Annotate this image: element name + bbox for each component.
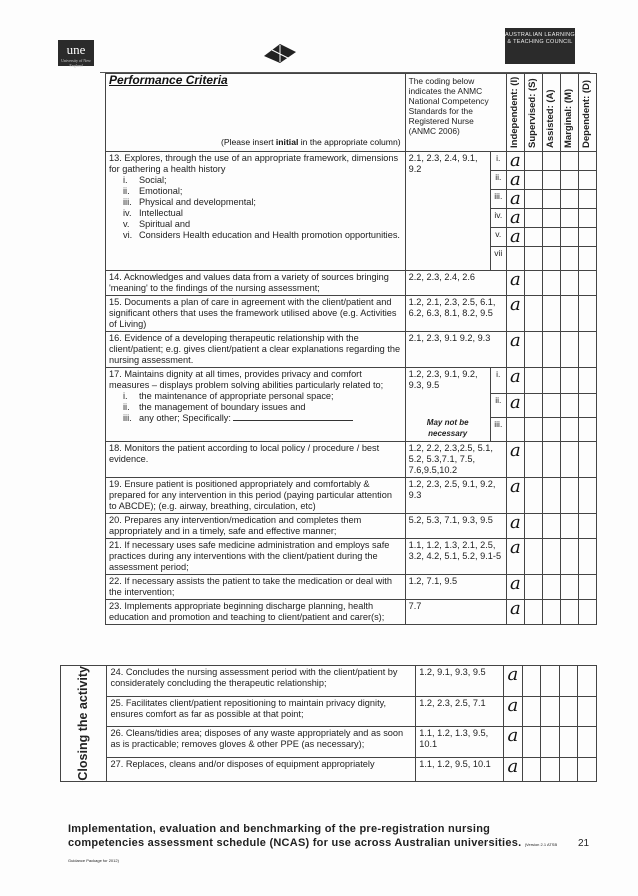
criterion-text: 24. Concludes the nursing assessment period with the client/patient by considerately concluding the therapeutic relationship; (107, 666, 416, 697)
criterion-text: 13. Explores, through the use of an appropriate framework, dimensions for gathering a health history i. Social; ii. Emotional; iii. Physical and developmental; iv. Intellectual v. Spiritual and vi. Considers Health education and Health promotion opportunities. (106, 152, 406, 271)
rating-cell-assisted[interactable] (542, 152, 560, 171)
rating-cell-assisted[interactable] (542, 296, 560, 332)
rating-cell-marginal[interactable] (560, 247, 578, 271)
criteria-header (106, 74, 406, 152)
criterion-text: 20. Prepares any intervention/medication and completes them appropriately and in a timely, safe and effective manner; (106, 514, 406, 539)
codes-cell: 2.2, 2.3, 2.4, 2.6 (405, 271, 506, 296)
codes-cell: 1.2, 7.1, 9.5 (405, 575, 506, 600)
rating-cell-marginal[interactable] (560, 575, 578, 600)
criterion-text: 15. Documents a plan of care in agreement with the client/patient and significant others that uses the framework utilised above (e.g. Activities of Living) (106, 296, 406, 332)
rating-cell-independent[interactable]: a (506, 394, 524, 418)
rating-cell-supervised[interactable] (524, 171, 542, 190)
codes-cell: 2.1, 2.3, 9.1 9.2, 9.3 (405, 332, 506, 368)
closing-section-label: Closing the activity (61, 666, 107, 782)
sub-item-label: ii. (490, 394, 506, 418)
table-row (61, 696, 597, 727)
rating-cell-dependent[interactable] (578, 600, 596, 625)
codes-cell: 1.2, 2.2, 2.3,2.5, 5.1, 5.2, 5.3,7.1, 7.5, 7.6,9.5,10.2 (405, 442, 506, 478)
rating-cell-supervised[interactable] (524, 247, 542, 271)
criterion-text: 18. Monitors the patient according to local policy / procedure / best evidence. (106, 442, 406, 478)
rating-cell-marginal[interactable] (560, 296, 578, 332)
table-row (106, 368, 597, 394)
table-row (106, 442, 597, 478)
rating-cell-assisted[interactable] (542, 209, 560, 228)
rating-cell-assisted[interactable] (542, 478, 560, 514)
council-logo: AUSTRALIAN LEARNING & TEACHING COUNCIL (505, 28, 575, 64)
criterion-text: 22. If necessary assists the patient to take the medication or deal with the intervention; (106, 575, 406, 600)
codes-cell: 1.2, 2.3, 9.1, 9.2, 9.3, 9.5 May not be necessary (405, 368, 490, 442)
rating-cell-independent[interactable]: a (504, 758, 523, 781)
rating-cell-supervised[interactable] (524, 228, 542, 247)
rating-cell-dependent[interactable] (578, 394, 596, 418)
closing-activity-table (60, 665, 597, 782)
rating-cell-dependent[interactable] (578, 368, 596, 394)
list-item: vi. Considers Health education and Health promotion opportunities. (123, 230, 400, 240)
criterion-text: 23. Implements appropriate beginning discharge planning, health education and promotion and teaching to client/patient and carer(s); (106, 600, 406, 625)
rating-cell-supervised[interactable] (524, 152, 542, 171)
list-item: v. Spiritual and (123, 219, 191, 229)
rating-cell-dependent[interactable] (578, 478, 596, 514)
rating-cell-supervised[interactable] (524, 368, 542, 394)
sub-item-label: v. (490, 228, 506, 247)
rating-cell-assisted[interactable] (542, 514, 560, 539)
criterion-text: 21. If necessary uses safe medicine administration and employs safe practices during any interventions with the client/patient during the assessment period; (106, 539, 406, 575)
codes-cell: 1.2, 2.3, 2.5, 7.1 (416, 696, 504, 727)
rating-cell-assisted[interactable] (542, 332, 560, 368)
rating-cell-dependent[interactable] (578, 152, 596, 171)
rating-cell-marginal[interactable] (560, 418, 578, 442)
rating-cell-marginal[interactable] (560, 600, 578, 625)
rating-cell-assisted[interactable] (542, 418, 560, 442)
rating-cell-assisted[interactable] (542, 600, 560, 625)
table-row (106, 600, 597, 625)
rating-cell-assisted[interactable] (542, 575, 560, 600)
rating-cell-assisted[interactable] (541, 666, 560, 697)
rating-cell-marginal[interactable] (560, 539, 578, 575)
rating-cell-dependent[interactable] (578, 247, 596, 271)
codes-cell: 1.1, 1.2, 1.3, 2.1, 2.5, 3.2, 4.2, 5.1, 5.2, 9.1-5 (405, 539, 506, 575)
rating-cell-independent[interactable]: a (506, 228, 524, 247)
rating-cell-independent[interactable] (506, 247, 524, 271)
rating-cell-independent[interactable]: a (506, 514, 524, 539)
rating-cell-independent[interactable]: a (506, 190, 524, 209)
rating-cell-supervised[interactable] (524, 478, 542, 514)
rating-cell-marginal[interactable] (560, 478, 578, 514)
rating-cell-independent[interactable]: a (506, 575, 524, 600)
rating-cell-assisted[interactable] (542, 394, 560, 418)
table-row (106, 539, 597, 575)
page-footer: Implementation, evaluation and benchmarking of the pre-registration nursing competencies assessment schedule (NCAS) for use across Australian universities. (Version 2.1 ATSB Guidance Package for 2012) (68, 823, 558, 863)
table-row (61, 727, 597, 758)
rating-cell-assisted[interactable] (541, 696, 560, 727)
rating-cell-supervised[interactable] (524, 514, 542, 539)
rating-cell-dependent[interactable] (578, 727, 597, 758)
table-row (106, 575, 597, 600)
codes-header: The coding below indicates the ANMC National Competency Standards for the Registered Nurse (ANMC 2006) (405, 74, 506, 152)
rating-cell-marginal[interactable] (560, 514, 578, 539)
rating-cell-dependent[interactable] (578, 271, 596, 296)
rating-cell-supervised[interactable] (524, 296, 542, 332)
rating-cell-dependent[interactable] (578, 332, 596, 368)
rating-cell-dependent[interactable] (578, 171, 596, 190)
rating-cell-assisted[interactable] (541, 758, 560, 781)
rating-cell-dependent[interactable] (578, 209, 596, 228)
codes-cell: 1.2, 2.1, 2.3, 2.5, 6.1, 6.2, 6.3, 8.1, 8.2, 9.5 (405, 296, 506, 332)
rating-cell-marginal[interactable] (560, 171, 578, 190)
column-header-independent: Independent: (I) (506, 74, 524, 152)
list-item: iv. Intellectual (123, 208, 183, 218)
rating-cell-supervised[interactable] (524, 418, 542, 442)
criterion-text: 14. Acknowledges and values data from a variety of sources bringing 'meaning' to the findings of the nursing assessment; (106, 271, 406, 296)
table-row (106, 514, 597, 539)
criterion-text: 17. Maintains dignity at all times, provides privacy and comfort measures – displays problem solving abilities particularly related to; i. the maintenance of appropriate personal space; ii. the management of boundary issues and iii. any other; Specifically: (106, 368, 406, 442)
rating-cell-supervised[interactable] (524, 539, 542, 575)
rating-cell-marginal[interactable] (560, 442, 578, 478)
rating-cell-supervised[interactable] (522, 727, 541, 758)
sub-item-label: iii. (490, 190, 506, 209)
rating-cell-independent[interactable]: a (506, 539, 524, 575)
rating-cell-assisted[interactable] (541, 727, 560, 758)
codes-cell: 2.1, 2.3, 2.4, 9.1, 9.2 (405, 152, 490, 271)
column-header-marginal: Marginal: (M) (560, 74, 578, 152)
codes-cell: 7.7 (405, 600, 506, 625)
rating-cell-marginal[interactable] (559, 666, 578, 697)
table-row (106, 478, 597, 514)
column-header-dependent: Dependent: (D) (578, 74, 596, 152)
rating-cell-supervised[interactable] (524, 442, 542, 478)
criterion-text: 26. Cleans/tidies area; disposes of any waste appropriately and as soon as is practicable; removes gloves & other PPE (as necessary); (107, 727, 416, 758)
performance-criteria-table (105, 73, 597, 625)
rating-cell-assisted[interactable] (542, 442, 560, 478)
rating-cell-marginal[interactable] (559, 696, 578, 727)
rating-cell-independent[interactable]: a (506, 171, 524, 190)
rating-cell-dependent[interactable] (578, 758, 597, 781)
codes-cell: 1.1, 1.2, 9.5, 10.1 (416, 758, 504, 781)
sub-item-label: i. (490, 152, 506, 171)
codes-cell: 1.2, 9.1, 9.3, 9.5 (416, 666, 504, 697)
rating-cell-supervised[interactable] (524, 271, 542, 296)
sub-item-label: ii. (490, 171, 506, 190)
criterion-text: 19. Ensure patient is positioned appropriately and comfortably & prepared for any intervention in this period (paying particular attention to ABCDE); (e.g. airway, breathing, circulation, etc) (106, 478, 406, 514)
criterion-text: 25. Facilitates client/patient repositioning to maintain privacy dignity, ensures comfort as far as possible at that point; (107, 696, 416, 727)
rating-cell-assisted[interactable] (542, 271, 560, 296)
page-number: 21 (578, 838, 590, 849)
rating-cell-dependent[interactable] (578, 190, 596, 209)
rating-cell-dependent[interactable] (578, 666, 597, 697)
rating-cell-marginal[interactable] (560, 394, 578, 418)
rating-cell-marginal[interactable] (559, 727, 578, 758)
list-item: ii. the management of boundary issues and (123, 402, 306, 412)
rating-cell-supervised[interactable] (522, 758, 541, 781)
rating-cell-independent[interactable]: a (504, 727, 523, 758)
rating-cell-supervised[interactable] (522, 666, 541, 697)
rating-cell-assisted[interactable] (542, 368, 560, 394)
list-item: i. the maintenance of appropriate personal space; (123, 391, 334, 401)
rating-cell-marginal[interactable] (560, 209, 578, 228)
rating-cell-independent[interactable]: a (506, 478, 524, 514)
table-row (61, 666, 597, 697)
rating-cell-dependent[interactable] (578, 575, 596, 600)
list-item: iii. any other; Specifically: (123, 413, 402, 424)
rating-cell-supervised[interactable] (524, 332, 542, 368)
table-row (106, 296, 597, 332)
rating-cell-independent[interactable]: a (504, 696, 523, 727)
rating-cell-assisted[interactable] (542, 228, 560, 247)
rating-cell-marginal[interactable] (560, 368, 578, 394)
sub-item-label: iii. (490, 418, 506, 442)
rating-cell-dependent[interactable] (578, 228, 596, 247)
codes-cell: 5.2, 5.3, 7.1, 9.3, 9.5 (405, 514, 506, 539)
rating-cell-supervised[interactable] (524, 394, 542, 418)
rating-cell-independent[interactable]: a (506, 152, 524, 171)
table-header-row (106, 74, 597, 152)
rating-cell-dependent[interactable] (578, 296, 596, 332)
rating-cell-independent[interactable]: a (506, 296, 524, 332)
une-logo: une University of New England (58, 40, 94, 66)
column-header-assisted: Assisted: (A) (542, 74, 560, 152)
rating-cell-independent[interactable]: a (506, 600, 524, 625)
rating-cell-assisted[interactable] (542, 247, 560, 271)
rating-cell-assisted[interactable] (542, 539, 560, 575)
rating-cell-independent[interactable]: a (506, 209, 524, 228)
rating-cell-marginal[interactable] (560, 228, 578, 247)
rating-cell-independent[interactable]: a (506, 442, 524, 478)
criterion-text: 27. Replaces, cleans and/or disposes of equipment appropriately (107, 758, 416, 781)
rating-cell-assisted[interactable] (542, 190, 560, 209)
rating-cell-dependent[interactable] (578, 696, 597, 727)
center-logo-icon (262, 42, 298, 64)
rating-cell-marginal[interactable] (560, 152, 578, 171)
rating-cell-dependent[interactable] (578, 442, 596, 478)
sub-item-label: iv. (490, 209, 506, 228)
rating-cell-independent[interactable]: a (504, 666, 523, 697)
rating-cell-dependent[interactable] (578, 514, 596, 539)
rating-cell-independent[interactable]: a (506, 368, 524, 394)
optional-note: May not be necessary (426, 418, 469, 438)
table-row (106, 271, 597, 296)
criterion-text: 16. Evidence of a developing therapeutic relationship with the client/patient; e.g. gives client/patient a clear explanations regarding the nursing assessment. (106, 332, 406, 368)
rating-cell-assisted[interactable] (542, 171, 560, 190)
rating-cell-supervised[interactable] (522, 696, 541, 727)
rating-cell-supervised[interactable] (524, 600, 542, 625)
column-header-supervised: Supervised: (S) (524, 74, 542, 152)
table-row (61, 758, 597, 781)
codes-cell: 1.1, 1.2, 1.3, 9.5, 10.1 (416, 727, 504, 758)
rating-cell-independent[interactable]: a (506, 332, 524, 368)
sub-item-label: vii (490, 247, 506, 271)
instruction-note: (Please insert initial in the appropriate column) (220, 137, 401, 147)
rating-cell-independent[interactable]: a (506, 271, 524, 296)
page-title: Performance Criteria (109, 73, 228, 87)
rating-cell-supervised[interactable] (524, 209, 542, 228)
rating-cell-marginal[interactable] (559, 758, 578, 781)
rating-cell-marginal[interactable] (560, 271, 578, 296)
rating-cell-independent[interactable] (506, 418, 524, 442)
rating-cell-supervised[interactable] (524, 575, 542, 600)
list-item: ii. Emotional; (123, 186, 183, 196)
rating-cell-dependent[interactable] (578, 539, 596, 575)
codes-cell: 1.2, 2.3, 2.5, 9.1, 9.2, 9.3 (405, 478, 506, 514)
rating-cell-marginal[interactable] (560, 190, 578, 209)
sub-item-label: i. (490, 368, 506, 394)
rating-cell-marginal[interactable] (560, 332, 578, 368)
list-item: iii. Physical and developmental; (123, 197, 256, 207)
table-row (106, 332, 597, 368)
table-row (106, 152, 597, 171)
rating-cell-dependent[interactable] (578, 418, 596, 442)
rating-cell-supervised[interactable] (524, 190, 542, 209)
list-item: i. Social; (123, 175, 167, 185)
